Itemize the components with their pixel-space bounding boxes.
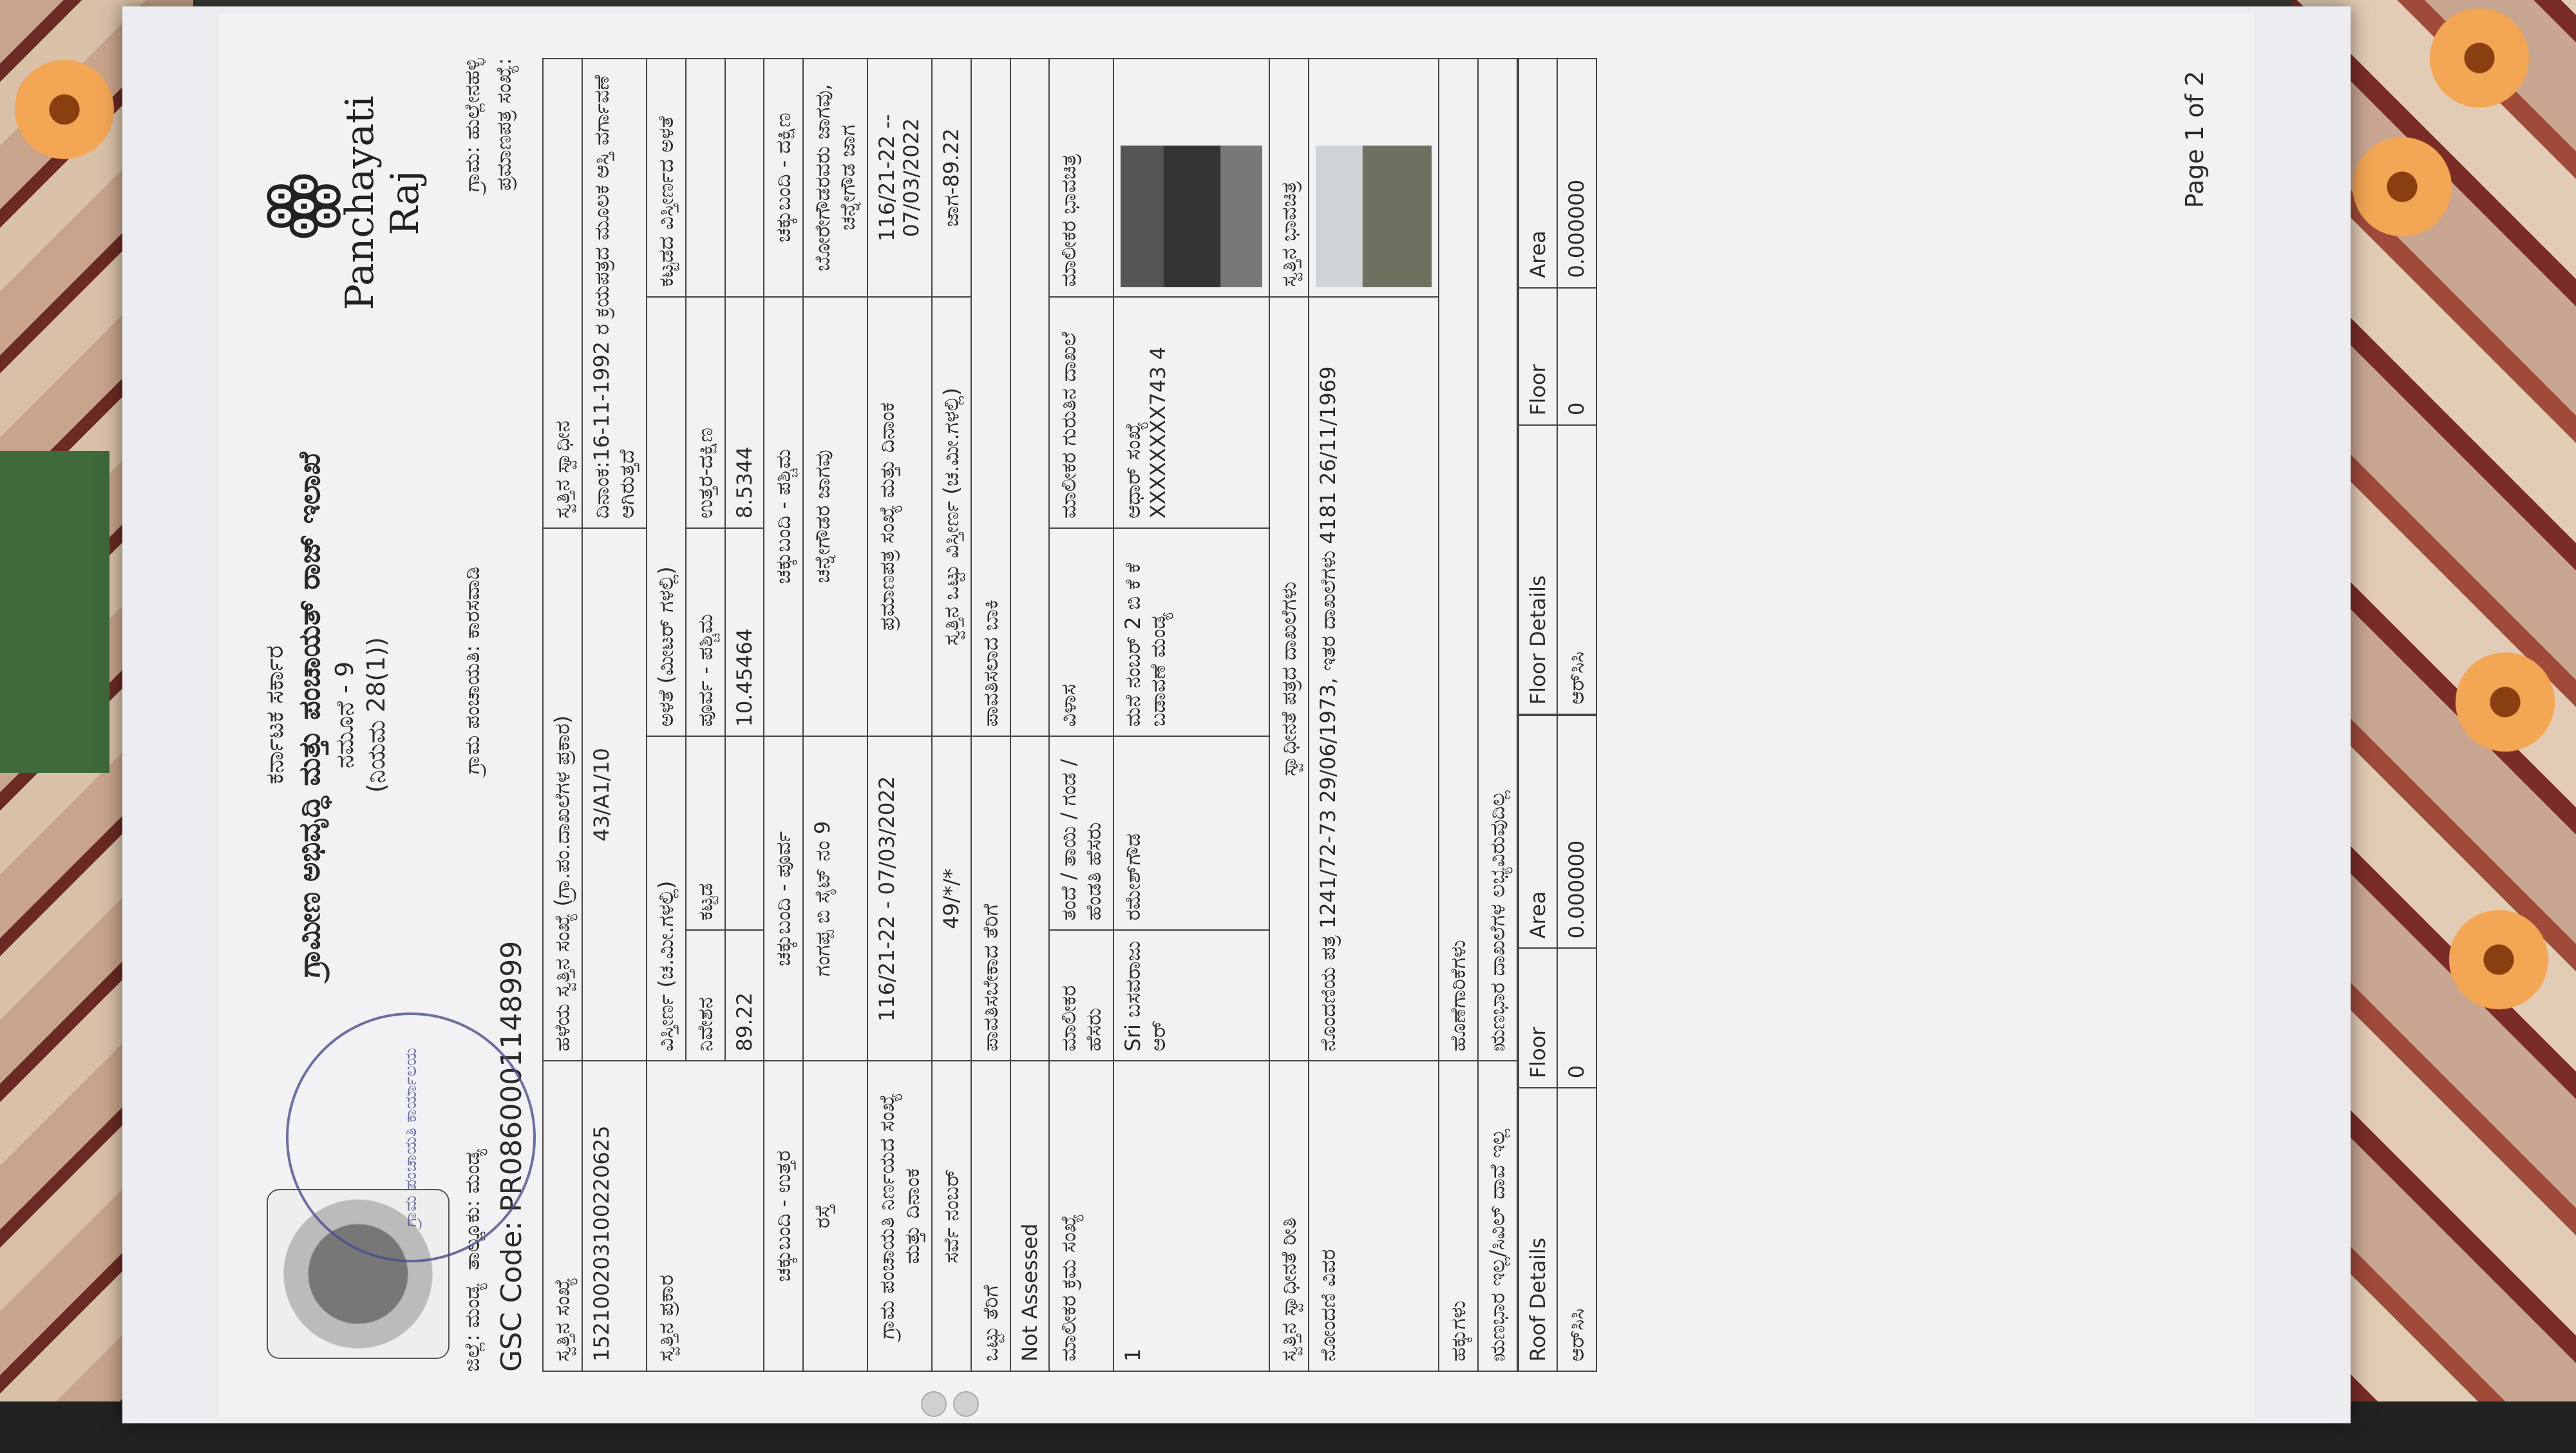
- registered-label: ನೋಂದಣಿ ವಿವರ: [1309, 1061, 1439, 1371]
- roof-floor-col: Floor: [1519, 948, 1557, 1088]
- demand-label: ಪ್ರಮಾಣಪತ್ರ ಸಂಖ್ಯೆ ಮತ್ತು ದಿನಾಂಕ: [867, 297, 932, 737]
- demand-value: 116/21-22 -- 07/03/2022: [867, 59, 932, 297]
- west-value: ಚನ್ನೇಗೌಡರ ಜಾಗವು: [803, 297, 867, 737]
- owner-no-label: ಮಾಲೀಕರ ಕ್ರಮ ಸಂಖ್ಯೆ: [1049, 1061, 1113, 1371]
- doc-type-value: ಸ್ವಾಧೀನತೆ ಪತ್ರದ ದಾಖಲೆಗಳು: [1269, 297, 1309, 1061]
- owner-photo-cell: [1113, 59, 1269, 297]
- remarks-label: ಹಕ್ಕುಗಳು: [1439, 1061, 1478, 1371]
- north-label: ಚಕ್ಕುಬಂದಿ - ಉತ್ತರ: [764, 1061, 803, 1371]
- owner-no: 1: [1113, 1061, 1269, 1371]
- gsc-code: GSC Code: PR0860001148999: [495, 940, 528, 1372]
- flower-decoration: [2421, 0, 2537, 116]
- document-number-label: ಪ್ರಮಾಣಪತ್ರ ಸಂಖ್ಯೆ:: [491, 58, 516, 191]
- building-area-value-empty: [725, 59, 764, 297]
- flower-decoration: [2447, 644, 2563, 760]
- father-label: ತಂದೆ / ತಾಯಿ / ಗಂಡ / ಹೆಂಡತಿ ಹೆಸರು: [1049, 736, 1113, 930]
- tax-paid-label: ಪಾವತಿಸಲಾದ ಬಾಕಿ: [971, 59, 1010, 736]
- office-seal-stamp: [286, 1012, 536, 1262]
- no-remarks: ಋಣಭಾರ ಇಲ್ಲ/ಸಿವಿಲ್ ದಾವೆ ಇಲ್ಲ: [1478, 1061, 1517, 1371]
- page-number: Page 1 of 2: [2181, 71, 2209, 209]
- logo-text: Panchayati Raj: [337, 95, 428, 310]
- panchayati-raj-mark-icon: ꙮ: [254, 166, 343, 240]
- south-label: ಚಕ್ಕುಬಂದಿ - ದಕ್ಷಿಣ: [764, 59, 803, 297]
- rule-number: (ನಿಯಮ 28(1)): [362, 637, 390, 793]
- building-area-empty: [686, 59, 725, 297]
- background-green-object: [0, 451, 109, 773]
- resolution-label: ಗ್ರಾಮ ಪಂಚಾಯತಿ ನಿರ್ಣಯದ ಸಂಖ್ಯೆ ಮತ್ತು ದಿನಾಂಕ: [867, 1061, 932, 1371]
- flower-decoration: [2441, 902, 2557, 1018]
- roof-area-col: Area: [1519, 716, 1557, 948]
- floor-tables: [1518, 58, 1597, 1372]
- roof-details-label: Roof Details: [1519, 1088, 1557, 1371]
- building-area-label: ಕಟ್ಟಡದ ವಿಸ್ತೀರ್ಣದ ಅಳತೆ: [647, 59, 686, 297]
- address-label: ವಿಳಾಸ: [1049, 528, 1113, 736]
- floor-area-value: 0.000000: [1557, 59, 1596, 288]
- tax-status-label: ಪಾವತಿಸಬೇಕಾದ ತೆರಿಗೆ: [971, 736, 1010, 1061]
- document-sheet-backing: [122, 6, 2351, 1423]
- land-photo-cell: [1309, 59, 1439, 297]
- floor-details-table: [1518, 58, 1597, 715]
- acquisition-value: ದಿನಾಂಕ:16-11-1992 ರ ಕ್ರಯಪತ್ರದ ಮೂಲಕ ಆಸ್ತಿ ವರ್ಗಾವಣೆ ಆಗಿರುತ್ತದೆ: [582, 59, 647, 528]
- south-value: ಬೋರೇಗೌಡರವರು ಜಾಗವು, ಚನ್ನೇಗೌಡ ಜಾಗ: [803, 59, 867, 297]
- floor-row-label: ಆರ್‌ಸಿಸಿ: [1557, 425, 1596, 714]
- dimension-label: ಅಳತೆ (ಮೀಟರ್ ಗಳಲ್ಲಿ): [647, 297, 686, 737]
- roof-area-value: 0.000000: [1557, 716, 1596, 948]
- remarks-value: ಹೊಣೆಗಾರಿಕೆಗಳು: [1439, 59, 1478, 1061]
- stamp-text: ಗ್ರಾಮ ಪಂಚಾಯತಿ ಕಾರ್ಯಾಲಯ: [401, 1047, 421, 1228]
- survey-value: 49/*/*: [932, 736, 971, 1061]
- land-photo: [1316, 146, 1432, 287]
- old-no-label: ಹಳೆಯ ಸ್ವತ್ತಿನ ಸಂಖ್ಯೆ (ಗ್ರಾ.ಪಂ.ದಾಖಲೆಗಳ ಪ್ರಕಾರ): [543, 528, 582, 1061]
- property-no: 152100203100220625: [582, 1061, 647, 1371]
- north-south-label: ಉತ್ತರ-ದಕ್ಷಿಣ: [686, 297, 725, 529]
- east-label: ಚಕ್ಕುಬಂದಿ - ಪೂರ್ವ: [764, 736, 803, 1061]
- other-remarks: ಋಣಭಾರ ದಾಖಲೆಗಳ ಲಭ್ಯವಿರುವುದಿಲ್ಲ: [1478, 59, 1517, 1061]
- tax-paid-empty: [1010, 59, 1049, 736]
- owner-name-label: ಮಾಲೀಕರ ಹೆಸರು: [1049, 930, 1113, 1061]
- roof-floor-value: 0: [1557, 948, 1596, 1088]
- floor-floor-col: Floor: [1519, 288, 1557, 425]
- floor-details-label: Floor Details: [1519, 425, 1557, 714]
- site-area: 89.22: [725, 930, 764, 1061]
- govt-title: ಕರ್ನಾಟಕ ಸರ್ಕಾರ: [260, 645, 289, 784]
- survey-label: ಸರ್ವೆ ನಂಬರ್: [932, 1061, 971, 1371]
- department-title: ಗ್ರಾಮೀಣ ಅಭಿವೃದ್ಧಿ ಮತ್ತು ಪಂಚಾಯತ್ ರಾಜ್ ಇಲಾಖೆ: [292, 452, 327, 978]
- north-south: 8.5344: [725, 297, 764, 529]
- site-label: ನಿವೇಶನ: [686, 930, 725, 1061]
- panchayati-raj-logo: [254, 64, 428, 341]
- gram-panchayat: ಗ್ರಾಮ ಪಂಚಾಯತಿ: ಕಾರಸವಾಡಿ: [460, 566, 484, 775]
- father-name: ರಮೇಶ್‌ಗೌಡ: [1113, 736, 1269, 930]
- building-area: [725, 736, 764, 930]
- floor-area-col: Area: [1519, 59, 1557, 288]
- roof-row-label: ಆರ್‌ಸಿಸಿ: [1557, 1088, 1596, 1371]
- total-area-value: ಜಾಗ-89.22: [932, 59, 971, 297]
- area-sqm-label: ವಿಸ್ತೀರ್ಣ (ಚ.ಮೀ.ಗಳಲ್ಲಿ): [647, 736, 686, 1061]
- building-label: ಕಟ್ಟಡ: [686, 736, 725, 930]
- land-photo-label: ಸ್ವತ್ತಿನ ಭಾವಚಿತ್ರ: [1269, 59, 1309, 297]
- flower-decoration: [2344, 129, 2460, 245]
- doc-type-label: ಸ್ವತ್ತಿನ ಸ್ವಾಧೀನತೆ ರೀತಿ: [1269, 1061, 1309, 1371]
- floor-floor-value: 0: [1557, 288, 1596, 425]
- owner-name: Sri ಬಸವರಾಜು ಆರ್: [1113, 930, 1269, 1061]
- west-label: ಚಕ್ಕುಬಂದಿ - ಪಶ್ಚಿಮ: [764, 297, 803, 737]
- owner-photo: [1121, 146, 1262, 287]
- punch-hole: [921, 1391, 947, 1417]
- property-type-label: ಸ್ವತ್ತಿನ ಪ್ರಕಾರ: [647, 1061, 764, 1371]
- tax-status-empty: [1010, 736, 1049, 1061]
- total-area-label: ಸ್ವತ್ತಿನ ಒಟ್ಟು ವಿಸ್ತೀರ್ಣ (ಚ.ಮೀ.ಗಳಲ್ಲಿ): [932, 297, 971, 737]
- address: ಮನೆ ನಂಬರ್ 2 ಬಿ ಕೆ ಕೆ ಬಡಾವಣೆ ಮಂಡ್ಯ: [1113, 528, 1269, 736]
- property-details-table: [542, 58, 1518, 1372]
- form-number: ನಮೂನೆ - 9: [330, 661, 359, 769]
- photo-label: ಮಾಲೀಕರ ಭಾವಚಿತ್ರ: [1049, 59, 1113, 297]
- east-west: 10.45464: [725, 528, 764, 736]
- district-taluk: ಜಿಲ್ಲೆ: ಮಂಡ್ಯ ತಾಲ್ಲೂಕು: ಮಂಡ್ಯ: [460, 1148, 484, 1372]
- east-value: ಗಂಗಪ್ಪ ಬಿ ಸೈಟ್ ನಂ 9: [803, 736, 867, 1061]
- id-value: ಆಧಾರ್ ಸಂಖ್ಯೆ XXXXXXXX743 4: [1113, 297, 1269, 529]
- registered-value: ನೊಂದಣಿಯ ಪತ್ರ 1241/72-73 29/06/1973, ಇತರ ದಾಖಲೆಗಳು 4181 26/11/1969: [1309, 297, 1439, 1061]
- north-value: ರಸ್ತೆ: [803, 1061, 867, 1371]
- tax-label: ಒಟ್ಟು ತೆರಿಗೆ: [971, 1061, 1010, 1371]
- punch-hole: [953, 1391, 979, 1417]
- old-no: 43/A1/10: [582, 528, 647, 1061]
- property-no-label: ಸ್ವತ್ತಿನ ಸಂಖ್ಯೆ: [543, 1061, 582, 1371]
- id-label: ಮಾಲೀಕರ ಗುರುತಿನ ದಾಖಲೆ: [1049, 297, 1113, 529]
- document-page: [219, 13, 2254, 1417]
- acquisition-label: ಸ್ವತ್ತಿನ ಸ್ವಾಧೀನ: [543, 59, 582, 528]
- tax-value: Not Assessed: [1010, 1061, 1049, 1371]
- village: ಗ್ರಾಮ: ಹುಲ್ಲೇನಹಳ್ಳಿ: [460, 58, 484, 193]
- roof-details-table: [1518, 715, 1597, 1372]
- east-west-label: ಪೂರ್ವ - ಪಶ್ಚಿಮ: [686, 528, 725, 736]
- resolution-value: 116/21-22 - 07/03/2022: [867, 736, 932, 1061]
- document-header: [254, 58, 453, 1372]
- flower-decoration: [6, 52, 122, 167]
